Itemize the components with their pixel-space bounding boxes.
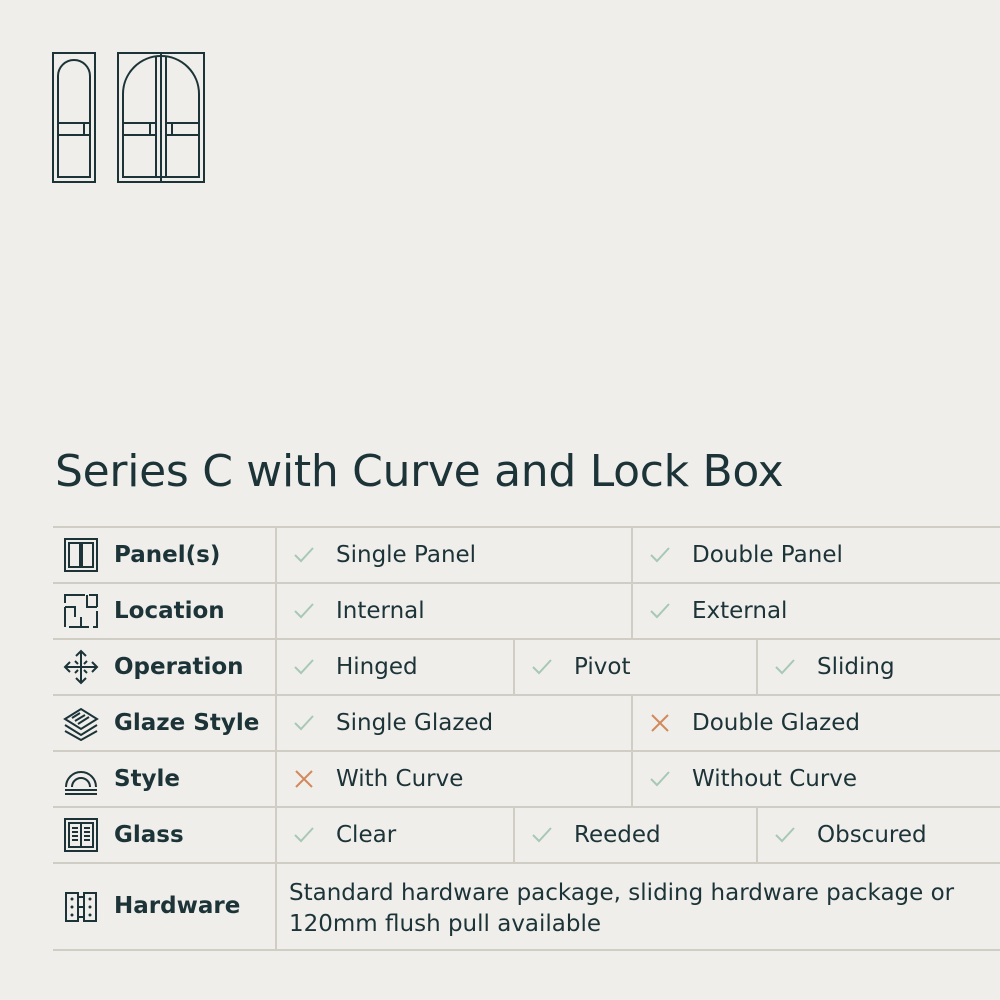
spec-label: Panel(s) (114, 542, 221, 568)
layers-icon (63, 705, 99, 741)
spec-label-cell (53, 640, 277, 694)
check-icon (774, 657, 796, 677)
door-illustration (52, 52, 207, 184)
spec-label: Glaze Style (114, 710, 260, 736)
spec-row-hardware (53, 864, 1000, 951)
option-label: Obscured (817, 822, 927, 848)
spec-label-cell (53, 864, 277, 949)
check-icon (293, 601, 315, 621)
cross-icon (649, 713, 671, 733)
option-cell (277, 584, 631, 638)
check-icon (293, 545, 315, 565)
option-cell (277, 696, 631, 750)
spec-label: Glass (114, 822, 184, 848)
panel-icon (63, 537, 99, 573)
option-label: Single Glazed (336, 710, 494, 736)
option-label: With Curve (336, 766, 464, 792)
spec-table (53, 526, 1000, 951)
spec-label: Location (114, 598, 225, 624)
check-icon (531, 657, 553, 677)
check-icon (293, 713, 315, 733)
spec-row-operation (53, 640, 1000, 696)
check-icon (293, 657, 315, 677)
option-cell (513, 808, 758, 862)
cross-icon (293, 769, 315, 789)
spec-row-panels (53, 528, 1000, 584)
spec-label-cell (53, 584, 277, 638)
check-icon (293, 825, 315, 845)
option-label: External (692, 598, 788, 624)
option-label: Without Curve (692, 766, 858, 792)
spec-row-location (53, 584, 1000, 640)
option-cell (277, 752, 631, 806)
page-title: Series C with Curve and Lock Box (55, 446, 784, 497)
check-icon (531, 825, 553, 845)
option-label: Pivot (574, 654, 631, 680)
option-label: Double Glazed (692, 710, 860, 736)
spec-label-cell (53, 752, 277, 806)
move-arrows-icon (63, 649, 99, 685)
option-label: Double Panel (692, 542, 843, 568)
spec-label: Hardware (114, 893, 241, 919)
option-cell (277, 808, 513, 862)
option-cell (277, 528, 631, 582)
check-icon (774, 825, 796, 845)
hardware-description: Standard hardware package, sliding hardware package or 120mm flush pull available (289, 880, 955, 937)
spec-row-glaze-style (53, 696, 1000, 752)
check-icon (649, 545, 671, 565)
check-icon (649, 769, 671, 789)
option-cell (513, 640, 758, 694)
option-label: Hinged (336, 654, 418, 680)
option-label: Single Panel (336, 542, 477, 568)
option-cell (277, 640, 513, 694)
option-label: Sliding (817, 654, 895, 680)
option-cell (756, 808, 1000, 862)
glass-pane-icon (63, 817, 99, 853)
option-cell (756, 640, 1000, 694)
floorplan-icon (63, 593, 99, 629)
spec-row-glass (53, 808, 1000, 864)
spec-label-cell (53, 696, 277, 750)
spec-label-cell (53, 808, 277, 862)
check-icon (649, 601, 671, 621)
option-cell (631, 752, 1000, 806)
option-label: Internal (336, 598, 425, 624)
spec-label: Style (114, 766, 181, 792)
spec-row-style (53, 752, 1000, 808)
curve-icon (63, 761, 99, 797)
spec-label-cell (53, 528, 277, 582)
hinge-icon (63, 889, 99, 925)
spec-label: Operation (114, 654, 244, 680)
option-label: Clear (336, 822, 397, 848)
option-cell (631, 696, 1000, 750)
option-cell (631, 584, 1000, 638)
option-label: Reeded (574, 822, 661, 848)
option-cell (631, 528, 1000, 582)
